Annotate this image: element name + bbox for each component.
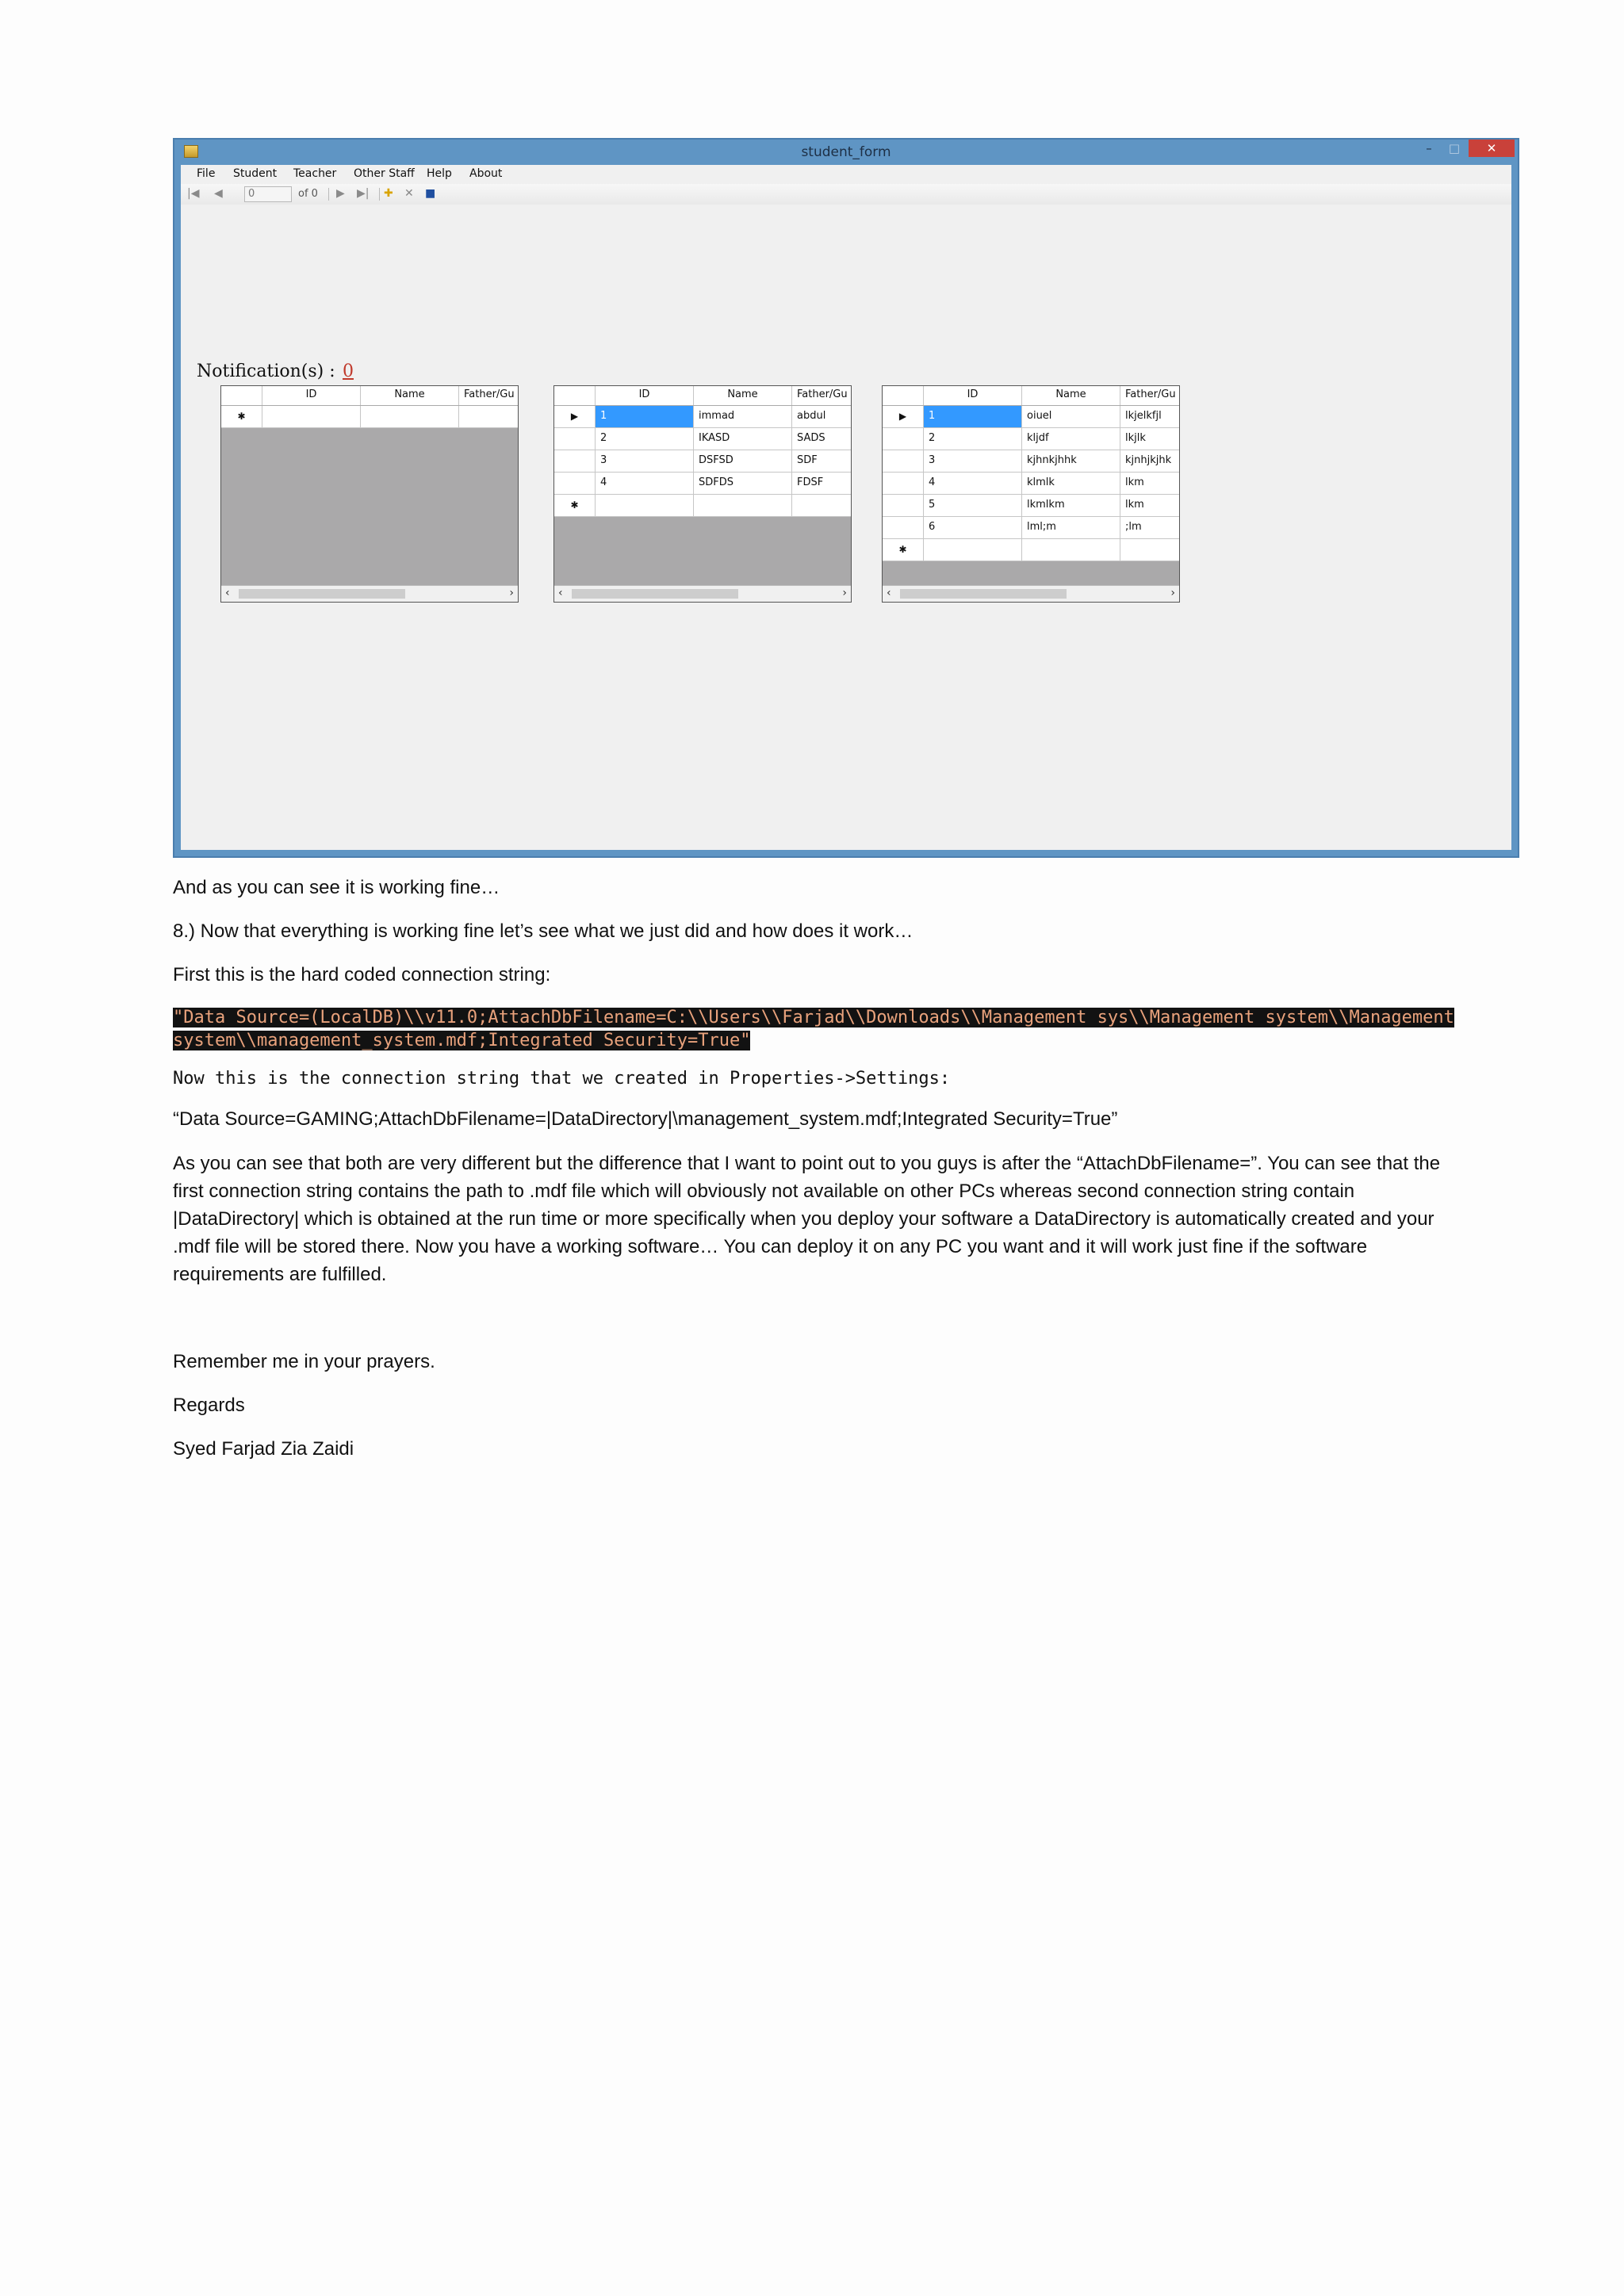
menu-about[interactable]: About: [469, 167, 503, 180]
maximize-button[interactable]: □: [1448, 141, 1461, 155]
add-new-icon[interactable]: ✚: [384, 187, 393, 200]
grid-cell[interactable]: kjhnkjhhk: [1022, 450, 1120, 472]
row-header: [554, 473, 596, 494]
grid-cell[interactable]: [1022, 539, 1120, 561]
column-header-name[interactable]: Name: [694, 386, 792, 405]
column-header-father[interactable]: Father/Gu: [1120, 386, 1180, 405]
menu-bar: [181, 165, 1511, 182]
scroll-thumb[interactable]: [900, 589, 1067, 599]
row-header-corner: [221, 386, 262, 405]
grid-header: [221, 386, 518, 406]
horizontal-scrollbar[interactable]: [883, 585, 1179, 602]
new-row-marker-icon: ✱: [221, 406, 262, 427]
toolbar-separator: [379, 188, 380, 201]
code-line-1: "Data Source=(LocalDB)\\v11.0;AttachDbFilename=C:\\Users\\Farjad\\Downloads\\Management sys\\Management system\\Management: [173, 1008, 1454, 1027]
current-row-arrow-icon: ▶: [883, 406, 924, 427]
save-icon[interactable]: ■: [425, 187, 436, 200]
data-grid-3[interactable]: [882, 385, 1180, 603]
grid-header: [883, 386, 1179, 406]
move-next-icon[interactable]: ▶: [336, 187, 345, 200]
grid-cell[interactable]: 3: [596, 450, 694, 472]
doc-line-hardcoded-intro: First this is the hard coded connection string:: [173, 964, 551, 985]
table-row[interactable]: [883, 450, 1179, 473]
grid-cell[interactable]: 5: [924, 495, 1022, 516]
grid-cell[interactable]: FDSF: [792, 473, 852, 494]
data-grid-1[interactable]: [220, 385, 519, 603]
scroll-thumb[interactable]: [239, 589, 405, 599]
table-row[interactable]: [883, 473, 1179, 495]
grid-cell[interactable]: 2: [924, 428, 1022, 450]
row-header: [883, 517, 924, 538]
doc-line-settings-intro: Now this is the connection string that we created in Properties->Settings:: [173, 1069, 951, 1089]
column-header-name[interactable]: Name: [1022, 386, 1120, 405]
table-row[interactable]: [554, 406, 851, 428]
grid-cell[interactable]: lkmlkm: [1022, 495, 1120, 516]
grid-cell[interactable]: SDFDS: [694, 473, 792, 494]
scroll-thumb[interactable]: [572, 589, 738, 599]
row-header: [883, 428, 924, 450]
scroll-right-icon[interactable]: ›: [509, 587, 514, 599]
grid-cell[interactable]: [792, 495, 852, 516]
grid-cell[interactable]: lkjlk: [1120, 428, 1180, 450]
row-header-corner: [554, 386, 596, 405]
grid-cell[interactable]: [459, 406, 519, 427]
notification-label: Notification(s) :: [197, 362, 335, 381]
column-header-id[interactable]: ID: [262, 386, 361, 405]
row-header: [554, 428, 596, 450]
grid-cell[interactable]: 2: [596, 428, 694, 450]
minimize-button[interactable]: –: [1426, 141, 1432, 155]
table-row[interactable]: [883, 428, 1179, 450]
title-bar: [174, 140, 1518, 162]
move-first-icon[interactable]: |◀: [187, 187, 200, 200]
doc-line-regards: Regards: [173, 1395, 245, 1416]
close-button[interactable]: ✕: [1469, 140, 1515, 157]
grid-cell[interactable]: SADS: [792, 428, 852, 450]
grid-cell[interactable]: [361, 406, 459, 427]
new-row[interactable]: [221, 406, 518, 428]
row-header: [883, 495, 924, 516]
toolbar-separator: [328, 188, 329, 201]
scroll-left-icon[interactable]: ‹: [887, 587, 891, 599]
grid-cell[interactable]: 4: [924, 473, 1022, 494]
grid-cell[interactable]: DSFSD: [694, 450, 792, 472]
grid-cell[interactable]: lkm: [1120, 473, 1180, 494]
column-header-father[interactable]: Father/Gu: [459, 386, 519, 405]
grid-cell[interactable]: [596, 495, 694, 516]
new-row[interactable]: [883, 539, 1179, 561]
column-header-id[interactable]: ID: [924, 386, 1022, 405]
table-row[interactable]: [554, 450, 851, 473]
scroll-left-icon[interactable]: ‹: [558, 587, 563, 599]
move-previous-icon[interactable]: ◀: [214, 187, 223, 200]
table-row[interactable]: [554, 473, 851, 495]
grid-cell[interactable]: 1: [596, 406, 694, 427]
new-row[interactable]: [554, 495, 851, 517]
grid-cell[interactable]: abdul: [792, 406, 852, 427]
grid-cell[interactable]: SDF: [792, 450, 852, 472]
doc-settings-connection-string: “Data Source=GAMING;AttachDbFilename=|DataDirectory|\management_system.mdf;Integrated Security=True”: [173, 1108, 1118, 1130]
table-row[interactable]: [883, 495, 1179, 517]
position-input[interactable]: 0: [244, 186, 292, 202]
column-header-name[interactable]: Name: [361, 386, 459, 405]
new-row-marker-icon: ✱: [554, 495, 596, 516]
window-title: student_form: [801, 144, 891, 160]
row-header: [883, 450, 924, 472]
grid-cell[interactable]: lml;m: [1022, 517, 1120, 538]
doc-line-working-fine: And as you can see it is working fine…: [173, 877, 500, 898]
horizontal-scrollbar[interactable]: [554, 585, 851, 602]
row-header: [883, 473, 924, 494]
menu-student[interactable]: Student: [233, 167, 278, 180]
scroll-left-icon[interactable]: ‹: [225, 587, 230, 599]
current-row-arrow-icon: ▶: [554, 406, 596, 427]
menu-help[interactable]: Help: [427, 167, 452, 180]
grid-cell[interactable]: immad: [694, 406, 792, 427]
grid-cell[interactable]: 4: [596, 473, 694, 494]
doc-author-name: Syed Farjad Zia Zaidi: [173, 1438, 354, 1460]
table-row[interactable]: [883, 406, 1179, 428]
grid-cell[interactable]: kjnhjkjhk: [1120, 450, 1180, 472]
menu-file[interactable]: File: [197, 167, 216, 180]
code-line-2: system\\management_system.mdf;Integrated Security=True": [173, 1031, 751, 1050]
table-row[interactable]: [554, 428, 851, 450]
scroll-right-icon[interactable]: ›: [842, 587, 847, 599]
grid-cell[interactable]: ;lm: [1120, 517, 1180, 538]
table-row[interactable]: [883, 517, 1179, 539]
grid-cell[interactable]: kljdf: [1022, 428, 1120, 450]
column-header-father[interactable]: Father/Gu: [792, 386, 852, 405]
doc-line-prayers: Remember me in your prayers.: [173, 1351, 435, 1372]
grid-cell[interactable]: oiuel: [1022, 406, 1120, 427]
grid-cell[interactable]: [1120, 539, 1180, 561]
doc-explanation-paragraph: As you can see that both are very different but the difference that I want to point out to you guys is after the “AttachDbFilename=”. You can see that the first connection string contains the path to .mdf file which will obviously not available on other PCs whereas second connection string contain |DataDirectory| which is obtained at the run time or more specifically when you deploy your software a DataDirectory is automatically created and your .mdf file will be stored there. Now you have a working software… You can deploy it on any PC you want and it will work just fine if the software requirements are fulfilled.: [173, 1153, 1441, 1285]
grid-cell[interactable]: lkjelkfjl: [1120, 406, 1180, 427]
grid-cell[interactable]: 6: [924, 517, 1022, 538]
grid-cell[interactable]: [924, 539, 1022, 561]
grid-cell[interactable]: 1: [924, 406, 1022, 427]
grid-cell[interactable]: lkm: [1120, 495, 1180, 516]
binding-navigator-toolbar: [181, 184, 1511, 205]
grid-header: [554, 386, 851, 406]
grid-cell[interactable]: [694, 495, 792, 516]
count-label: of 0: [298, 188, 318, 200]
row-header-corner: [883, 386, 924, 405]
code-block-hardcoded-connection: [173, 1006, 1454, 1052]
student-form-window: [173, 138, 1519, 858]
row-header: [554, 450, 596, 472]
notification-count-link[interactable]: 0: [343, 362, 354, 381]
menu-other-staff[interactable]: Other Staff: [354, 167, 415, 180]
grid-cell[interactable]: [262, 406, 361, 427]
new-row-marker-icon: ✱: [883, 539, 924, 561]
menu-teacher[interactable]: Teacher: [293, 167, 337, 180]
delete-icon[interactable]: ✕: [404, 187, 414, 200]
grid-cell[interactable]: klmlk: [1022, 473, 1120, 494]
data-grid-2[interactable]: [553, 385, 852, 603]
form-client-area: [181, 165, 1511, 850]
scroll-right-icon[interactable]: ›: [1170, 587, 1175, 599]
horizontal-scrollbar[interactable]: [221, 585, 518, 602]
grid-cell[interactable]: 3: [924, 450, 1022, 472]
move-last-icon[interactable]: ▶|: [357, 187, 370, 200]
doc-step-8: 8.) Now that everything is working fine let’s see what we just did and how does it work…: [173, 920, 914, 942]
column-header-id[interactable]: ID: [596, 386, 694, 405]
grid-cell[interactable]: IKASD: [694, 428, 792, 450]
